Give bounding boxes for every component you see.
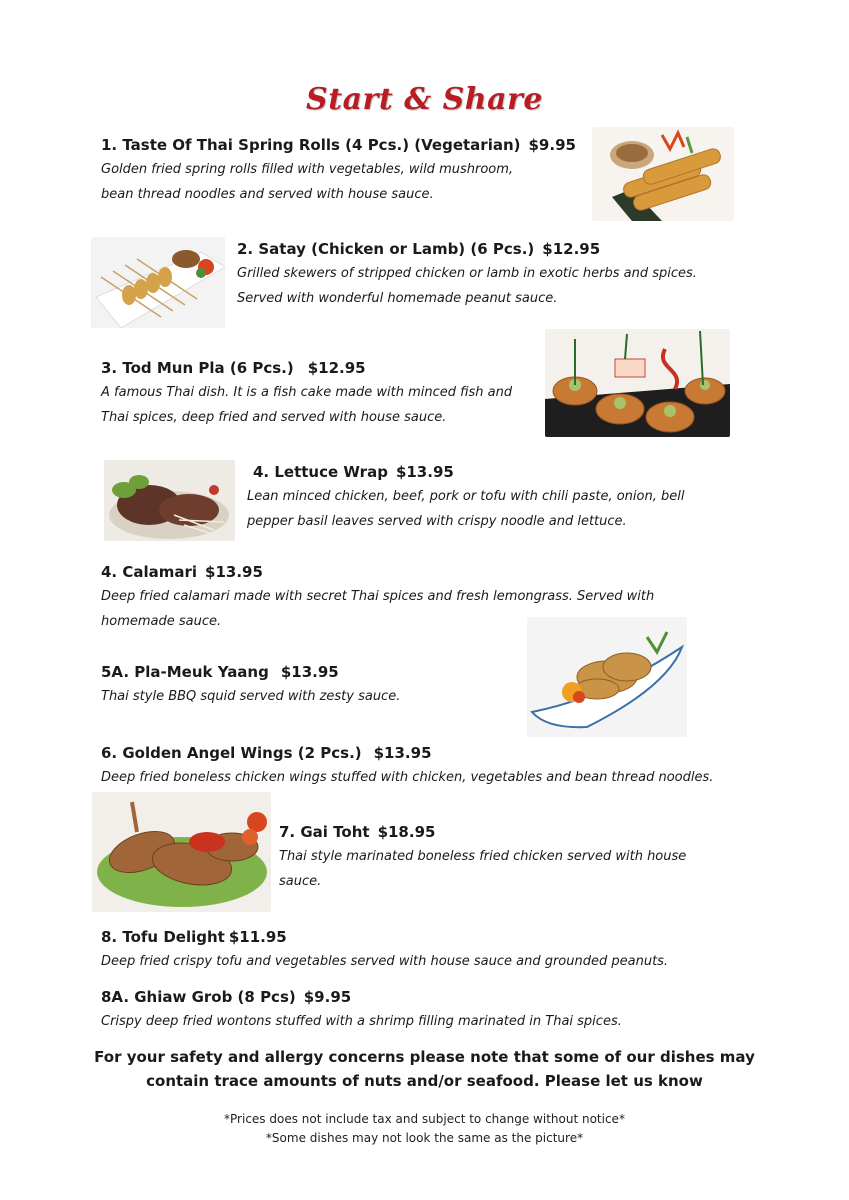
item-name: 8. Tofu Delight $11.95 (101, 928, 287, 946)
spring-rolls-photo (592, 127, 734, 221)
item-description: Thai style BBQ squid served with zesty sauce. (101, 689, 401, 704)
item-price: $18.95 (377, 823, 436, 841)
item-name: 3. Tod Mun Pla (6 Pcs.) $12.95 (101, 359, 366, 377)
satay-photo (91, 237, 225, 328)
lettuce-wrap-photo (104, 460, 235, 541)
menu-item-gai-toht (279, 822, 686, 894)
item-price: $12.95 (542, 240, 601, 258)
item-price: $11.95 (228, 928, 287, 946)
item-name: 2. Satay (Chicken or Lamb) (6 Pcs.) $12.95 (237, 240, 601, 258)
menu-item-satay (237, 239, 697, 311)
item-price: $12.95 (307, 359, 366, 377)
menu-item-tod-mun-pla (101, 358, 512, 430)
chicken-photo (92, 792, 271, 912)
item-name: 1. Taste Of Thai Spring Rolls (4 Pcs.) (Vegetarian) $9.95 (101, 136, 576, 154)
item-price: $9.95 (528, 136, 576, 154)
item-description: Thai style marinated boneless fried chicken served with house sauce. (279, 849, 687, 889)
item-name: 7. Gai Toht $18.95 (279, 823, 436, 841)
item-price: $13.95 (280, 663, 339, 681)
item-description: Deep fried calamari made with secret Thai spices and fresh lemongrass. Served with homemade sauce. (101, 589, 655, 629)
item-price: $13.95 (373, 744, 432, 762)
item-price: $13.95 (205, 563, 263, 581)
item-name: 8A. Ghiaw Grob (8 Pcs) $9.95 (101, 988, 352, 1006)
fish-cake-photo (545, 329, 730, 437)
item-description: Crispy deep fried wontons stuffed with a shrimp filling marinated in Thai spices. (101, 1014, 622, 1029)
footnotes: *Prices does not include tax and subject to change without notice* *Some dishes may not look the same as the picture* (224, 1112, 625, 1145)
item-description: Grilled skewers of stripped chicken or lamb in exotic herbs and spices. Served with wonderful homemade peanut sauce. (237, 266, 697, 306)
item-price: $9.95 (303, 988, 352, 1006)
calamari-photo (527, 617, 687, 737)
item-name: 4. Calamari $13.95 (101, 563, 263, 581)
item-name: 5A. Pla-Meuk Yaang $13.95 (101, 663, 339, 681)
allergy-notice: For your safety and allergy concerns please note that some of our dishes may contain trace amounts of nuts and/or seafood. Please let us know (94, 1048, 755, 1090)
menu-title: Start & Share (306, 82, 543, 117)
item-description: Lean minced chicken, beef, pork or tofu with chili paste, onion, bell pepper basil leaves served with crispy noodle and lettuce. (247, 489, 685, 529)
item-price: $13.95 (395, 463, 454, 481)
menu-item-ghiaw-grob (101, 987, 622, 1035)
menu-item-lettuce-wrap (247, 462, 684, 534)
item-description: Deep fried crispy tofu and vegetables served with house sauce and grounded peanuts. (101, 954, 669, 969)
menu-item-tofu-delight (101, 927, 668, 975)
item-description: Golden fried spring rolls filled with vegetables, wild mushroom, bean thread noodles and served with house sauce. (101, 162, 514, 202)
item-name: 4. Lettuce Wrap $13.95 (253, 463, 454, 481)
menu-item-pla-meuk-yaang (101, 662, 400, 710)
item-description: A famous Thai dish. It is a fish cake made with minced fish and Thai spices, deep fried and served with house sauce. (101, 385, 513, 425)
menu-item-spring-rolls (101, 135, 576, 207)
item-name: 6. Golden Angel Wings (2 Pcs.) $13.95 (101, 744, 432, 762)
item-description: Deep fried boneless chicken wings stuffed with chicken, vegetables and bean thread noodles. (101, 770, 714, 785)
menu-item-golden-angel-wings (101, 743, 713, 791)
